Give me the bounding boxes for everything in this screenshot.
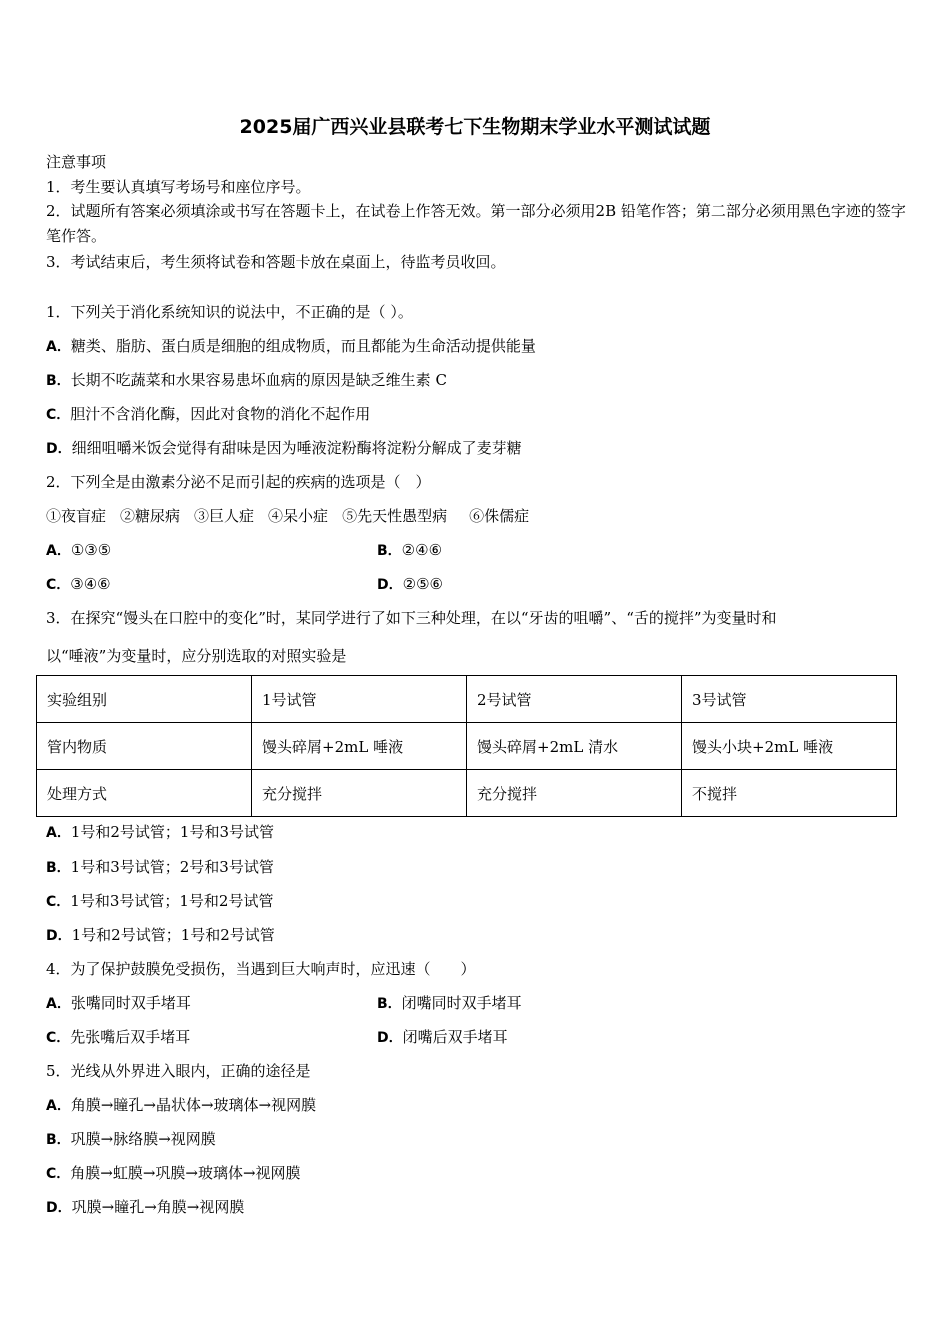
table-cell: 馒头小块+2mL 唾液 [682, 723, 897, 770]
table-row [37, 770, 897, 817]
option-label: A． [46, 825, 71, 841]
table-cell: 管内物质 [37, 723, 252, 770]
option-text: 细细咀嚼米饭会觉得有甜味是因为唾液淀粉酶将淀粉分解成了麦芽糖 [71, 439, 522, 457]
q2-option-b [377, 540, 442, 561]
option-text: ②④⑥ [401, 541, 443, 559]
option-text: 1号和2号试管；1号和2号试管 [71, 926, 275, 944]
q2-choice-3: ③巨人症 [194, 507, 255, 525]
option-text: 角膜→虹膜→巩膜→玻璃体→视网膜 [70, 1164, 301, 1182]
option-label: B． [377, 996, 402, 1012]
option-label: D． [377, 1030, 403, 1046]
option-label: B． [46, 860, 71, 876]
q1-stem: 1．下列关于消化系统知识的说法中，不正确的是（ ）。 [46, 303, 413, 321]
option-label: D． [46, 1200, 72, 1216]
page-title: 2025届广西兴业县联考七下生物期末学业水平测试试题 [239, 116, 711, 138]
q4-option-a [46, 993, 191, 1014]
table-cell: 不搅拌 [682, 770, 897, 817]
option-text: 长期不吃蔬菜和水果容易患坏血病的原因是缺乏维生素 C [70, 371, 447, 389]
table-cell: 充分搅拌 [467, 770, 682, 817]
option-text: 闭嘴同时双手堵耳 [401, 994, 522, 1012]
q4-stem: 4．为了保护鼓膜免受损伤，当遇到巨大响声时，应迅速（ ） [46, 960, 476, 978]
option-text: 闭嘴后双手堵耳 [402, 1028, 508, 1046]
q1-option-c [46, 404, 370, 425]
option-text: 1号和3号试管；1号和2号试管 [70, 892, 274, 910]
q2-option-a [46, 540, 111, 561]
table-cell: 实验组别 [37, 676, 252, 723]
option-text: 1号和2号试管；1号和3号试管 [70, 823, 275, 841]
q1-option-a [46, 336, 536, 357]
option-text: 巩膜→瞳孔→角膜→视网膜 [71, 1198, 245, 1216]
option-text: 张嘴同时双手堵耳 [70, 994, 191, 1012]
q5-option-a [46, 1095, 316, 1116]
notice-item-1: 1．考生要认真填写考场号和座位序号。 [46, 178, 311, 196]
table-row [37, 723, 897, 770]
q2-option-c [46, 574, 111, 595]
option-label: B． [46, 373, 71, 389]
q2-stem: 2．下列全是由激素分泌不足而引起的疾病的选项是（ ） [46, 473, 431, 491]
q5-option-d [46, 1197, 244, 1218]
table-cell: 馒头碎屑+2mL 清水 [467, 723, 682, 770]
q5-stem: 5．光线从外界进入眼内，正确的途径是 [46, 1062, 311, 1080]
option-label: D． [46, 441, 72, 457]
q2-choices [46, 506, 529, 526]
option-label: A． [46, 996, 71, 1012]
q2-choice-1: ①夜盲症 [46, 507, 107, 525]
notice-item-2: 2．试题所有答案必须填涂或书写在答题卡上，在试卷上作答无效。第一部分必须用2B 铅笔作答；第二部分必须用黑色字迹的签字笔作答。 [46, 202, 906, 245]
option-label: C． [46, 407, 71, 423]
q3-option-b [46, 857, 274, 878]
q2-option-d [377, 574, 443, 595]
table-cell: 馒头碎屑+2mL 唾液 [252, 723, 467, 770]
q2-choice-6: ⑥侏儒症 [469, 507, 530, 525]
option-label: B． [46, 1132, 71, 1148]
q4-option-b [377, 993, 522, 1014]
table-cell: 充分搅拌 [252, 770, 467, 817]
option-text: 巩膜→脉络膜→视网膜 [70, 1130, 216, 1148]
q1-option-b [46, 370, 447, 391]
option-label: A． [46, 339, 71, 355]
q3-stem-line-1: 3．在探究“馒头在口腔中的变化”时，某同学进行了如下三种处理，在以“牙齿的咀嚼”、“舌的搅拌”为变量时和 [46, 609, 777, 627]
q4-option-c [46, 1027, 190, 1048]
option-label: C． [46, 1030, 71, 1046]
option-text: ①③⑤ [70, 541, 112, 559]
q4-option-d [377, 1027, 508, 1048]
q3-stem-line-2: 以“唾液”为变量时，应分别选取的对照实验是 [46, 647, 347, 665]
option-text: 1号和3号试管；2号和3号试管 [70, 858, 274, 876]
option-label: D． [377, 577, 403, 593]
option-text: ③④⑥ [70, 575, 111, 593]
option-label: C． [46, 577, 71, 593]
option-text: 角膜→瞳孔→晶状体→玻璃体→视网膜 [70, 1096, 317, 1114]
option-label: A． [46, 1098, 71, 1114]
q2-choice-4: ④呆小症 [268, 507, 329, 525]
table-cell: 处理方式 [37, 770, 252, 817]
q2-choice-5: ⑤先天性愚型病 [342, 507, 448, 525]
table-cell: 3号试管 [682, 676, 897, 723]
experiment-table [36, 675, 897, 817]
notice-item-3: 3．考试结束后，考生须将试卷和答题卡放在桌面上，待监考员收回。 [46, 253, 506, 271]
q3-option-d [46, 925, 275, 946]
table-cell: 2号试管 [467, 676, 682, 723]
table-row [37, 676, 897, 723]
option-text: 糖类、脂肪、蛋白质是细胞的组成物质，而且都能为生命活动提供能量 [70, 337, 536, 355]
q3-option-c [46, 891, 273, 912]
q5-option-b [46, 1129, 216, 1150]
option-text: 胆汁不含消化酶，因此对食物的消化不起作用 [70, 405, 371, 423]
option-label: C． [46, 894, 71, 910]
q5-option-c [46, 1163, 301, 1184]
q3-option-a [46, 822, 274, 843]
option-label: C． [46, 1166, 71, 1182]
q2-choice-2: ②糖尿病 [120, 507, 181, 525]
option-label: B． [377, 543, 402, 559]
option-text: ②⑤⑥ [402, 575, 443, 593]
table-cell: 1号试管 [252, 676, 467, 723]
option-text: 先张嘴后双手堵耳 [70, 1028, 191, 1046]
q1-option-d [46, 438, 522, 459]
notice-heading: 注意事项 [46, 153, 107, 171]
option-label: A． [46, 543, 71, 559]
option-label: D． [46, 928, 72, 944]
